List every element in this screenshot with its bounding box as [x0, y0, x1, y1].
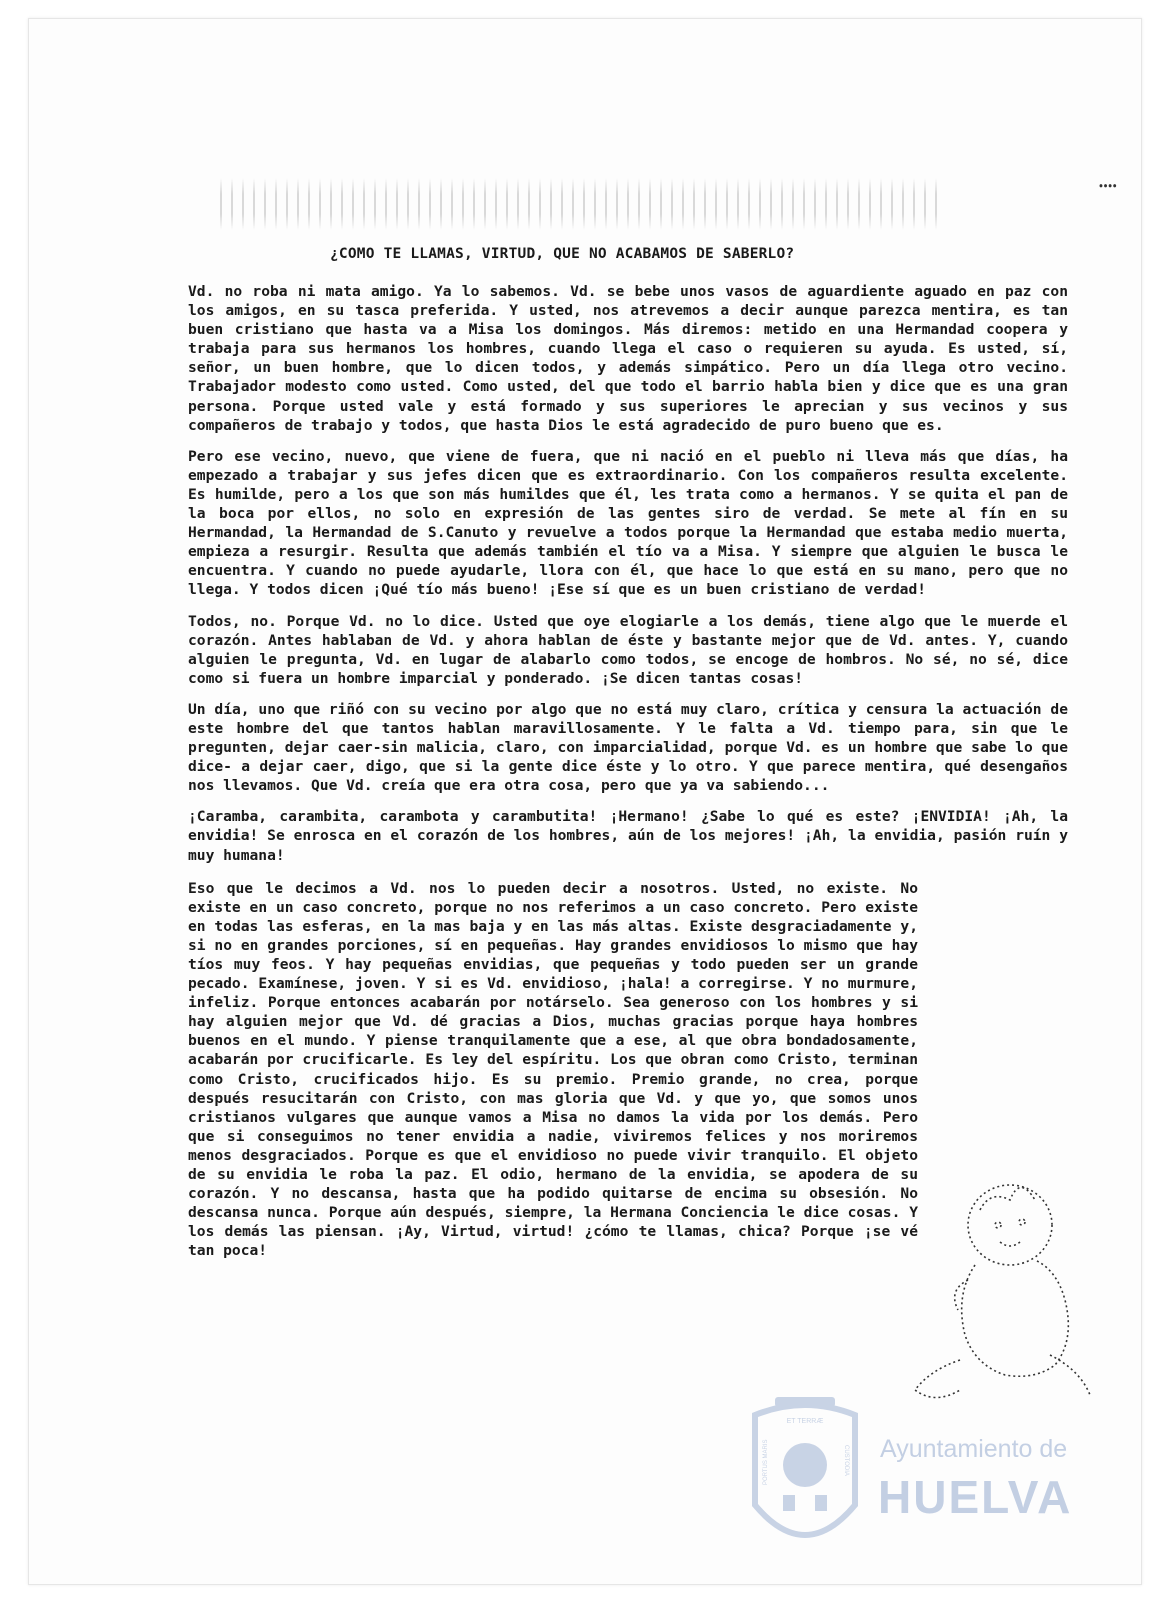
paragraph-5: ¡Caramba, carambita, carambota y carambutita! ¡Hermano! ¿Sabe lo qué es este? ¡ENVIDIA! ¡Ah, la envidia! Se enrosca en el corazón de los hombres, aún de los mejores! ¡Ah, la envidia, pasión ruín y muy humana! — [188, 808, 1068, 864]
paragraph-1: Vd. no roba ni mata amigo. Ya lo sabemos. Vd. se bebe unos vasos de aguardiente aguado en paz con los amigos, en su tasca preferida. Y usted, nos atrevemos a decir aunque parezca mentira, es tan buen cristiano que hasta va a Misa los domingos. Más diremos: metido en una Hermandad coopera y trabaja para sus hermanos los hombres, cuando llega el caso o requieren su ayuda. Es usted, sí, señor, un buen hombre, que lo dicen todos, y además simpático. Pero un día llega otro vecino. Trabajador modesto como usted. Como usted, del que todo el barrio habla bien y dice que es una gran persona. Porque usted vale y está formado y sus superiores le aprecian y sus vecinos y sus compañeros de trabajo y todos, que hasta Dios le está agradecido de puro bueno que es. — [188, 283, 1068, 434]
ink-mark: ᠁ — [1095, 177, 1116, 198]
paragraph-2: Pero ese vecino, nuevo, que viene de fuera, que ni nació en el pueblo ni lleva más que días, ha empezado a trabajar y sus jefes dicen que es extraordinario. Con los compañeros resulta excelente. Es humilde, pero a los que son más humildes que él, les trata como a hermanos. Y se quita el pan de la boca por ellos, no solo en expresión de las gentes siro de verdad. Se mete al fín en su Hermandad, la Hermandad de S.Canuto y revuelve a todos porque la Hermandad que estaba medio muerta, empieza a resurgir. Resulta que además también el tío va a Misa. Y siempre que alguien le busca le encuentra. Y cuando no puede ayudarle, llora con él, que hace lo que está en su mano, pero que no llega. Y todos dicen ¡Qué tío más bueno! ¡Ese sí que es un buen cristiano de verdad! — [188, 447, 1068, 599]
paragraph-6: Eso que le decimos a Vd. nos lo pueden decir a nosotros. Usted, no existe. No existe en un caso concreto, porque no nos referimos a un caso concreto. Pero existe en todas las esferas, en la mas baja y en las más altas. Existe desgraciadamente y, si no en grandes porciones, sí en pequeñas. Hay grandes envidiosos lo mismo que hay tíos muy feos. Y hay pequeñas envidias, que pequeñas y todo pueden ser un grande pecado. Examínese, joven. Y si es Vd. envidioso, ¡hala! a corregirse. Y no murmure, infeliz. Porque entonces acabarán por notárselo. Sea generoso con los hombres y si hay alguien mejor que Vd. dé gracias a Dios, muchas gracias porque haya hombres buenos en el mundo. Y piense tranquilamente que a ese, al que obra bondadosamente, acabarán por crucificarle. Es ley del espíritu. Los que obran como Cristo, terminan como Cristo, crucificados hijo. Es su premio. Premio grande, no crea, porque después resucitarán con Cristo, con mas gloria que Vd. y que yo, que somos unos cristianos vulgares que aunque vamos a Misa no damos la vida por los demás. Pero que si conseguimos no tener envidia a nadie, viviremos felices y nos moriremos menos desgraciados. Porque es que el envidioso no puede vivir tranquilo. El objeto de su envidia le roba la paz. El odio, hermano de la envidia, se apodera de su corazón. Y no descansa, hasta que ha podido quitarse de encima su obsesión. No descansa nunca. Porque aún después, siempre, la Hermana Conciencia le dice cosas. Y los demás las piensan. ¡Ay, Virtud, virtud! ¿cómo te llamas, chica? Porque ¡se vé tan poca! — [188, 879, 918, 1260]
shield-right-text: CUSTODIA — [843, 1445, 849, 1476]
document-title: ¿COMO TE LLAMAS, VIRTUD, QUE NO ACABAMOS DE SABERLO? — [330, 246, 795, 262]
shield-band-text: ET TERRÆ — [786, 1418, 824, 1425]
paragraph-3: Todos, no. Porque Vd. no lo dice. Usted que oye elogiarle a los demás, tiene algo que le muerde el corazón. Antes hablaban de Vd. y ahora hablan de éste y bastante mejor que de Vd. antes. Y, cuando alguien le pregunta, Vd. en lugar de alabarlo como todos, se encoge de hombros. No sé, no sé, dice como si fuera un hombre imparcial y ponderado. ¡Se dicen tantas cosas! — [188, 612, 1068, 687]
document-body — [188, 282, 1068, 1273]
paragraph-4: Un día, uno que riñó con su vecino por algo que no está muy claro, crítica y censura la actuación de este hombre del que tantos hablan maravillosamente. Y le falta a Vd. tiempo para, sin que le pregunten, dejar caer-sin malicia, claro, con imparcialidad, porque Vd. es un hombre que sabe lo que dice- a dejar caer, digo, que si la gente dice éste y lo otro. Y que parece mentira, qué desengaños nos llevamos. Que Vd. creía que era otra cosa, pero que ya va sabiendo... — [188, 700, 1068, 795]
watermark-line-2: HUELVA — [878, 1471, 1073, 1523]
baby-doodle-icon — [900, 1170, 1100, 1420]
watermark-line-1: Ayuntamiento de — [880, 1435, 1068, 1463]
shield-left-text: PORTUS MARIS — [763, 1439, 769, 1485]
faded-header-smudge — [220, 178, 940, 230]
